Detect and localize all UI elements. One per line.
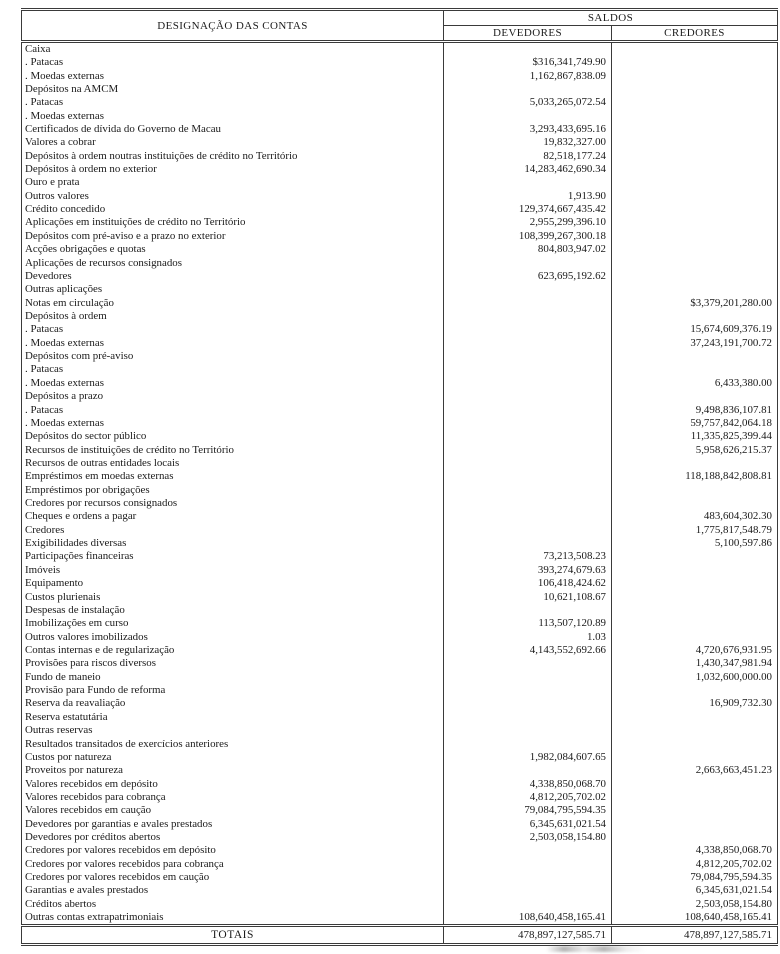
devedores-value	[444, 764, 612, 777]
devedores-value	[444, 898, 612, 911]
totals-credores-value: 478,897,127,585.71	[612, 926, 778, 945]
account-row	[22, 898, 778, 911]
account-label: Exigibilidades diversas	[25, 537, 127, 550]
credores-value: 6,345,631,021.54	[612, 884, 778, 897]
account-row	[22, 644, 778, 657]
account-label: Valores a cobrar	[25, 136, 96, 149]
account-label: Depósitos com pré-aviso	[25, 350, 134, 363]
account-row	[22, 403, 778, 416]
credores-value: $3,379,201,280.00	[612, 296, 778, 309]
account-label: Equipamento	[25, 577, 84, 590]
account-row	[22, 831, 778, 844]
account-row	[22, 417, 778, 430]
account-row	[22, 163, 778, 176]
credores-value	[612, 724, 778, 737]
credores-value: 4,812,205,702.02	[612, 858, 778, 871]
account-label: . Moedas externas	[25, 376, 104, 389]
devedores-value: 2,955,299,396.10	[444, 216, 612, 229]
credores-value: 59,757,842,064.18	[612, 417, 778, 430]
account-label: . Moedas externas	[25, 69, 104, 82]
account-label: Outros valores imobilizados	[25, 630, 148, 643]
account-label: Contas internas e de regularização	[25, 643, 175, 656]
account-label: Depósitos à ordem noutras instituições de crédito no Território	[25, 149, 298, 162]
account-row	[22, 363, 778, 376]
credores-value	[612, 711, 778, 724]
credores-value	[612, 56, 778, 69]
devedores-value	[444, 697, 612, 710]
account-label: Devedores	[25, 269, 72, 282]
account-label: Garantias e avales prestados	[25, 884, 149, 897]
devedores-value: 1,162,867,838.09	[444, 69, 612, 82]
devedores-value	[444, 884, 612, 897]
account-label: Depósitos a prazo	[25, 390, 104, 403]
credores-value	[612, 817, 778, 830]
devedores-value: 106,418,424.62	[444, 577, 612, 590]
credores-value: 37,243,191,700.72	[612, 337, 778, 350]
account-row	[22, 176, 778, 189]
account-label: Créditos abertos	[25, 897, 97, 910]
credores-value	[612, 216, 778, 229]
credores-value: 79,084,795,594.35	[612, 871, 778, 884]
devedores-value	[444, 337, 612, 350]
account-row	[22, 337, 778, 350]
account-row	[22, 109, 778, 122]
devedores-value: 4,812,205,702.02	[444, 791, 612, 804]
account-row	[22, 590, 778, 603]
credores-value: 16,909,732.30	[612, 697, 778, 710]
account-row	[22, 524, 778, 537]
column-header-designacao: DESIGNAÇÃO DAS CONTAS	[22, 10, 444, 42]
account-label: Outras aplicações	[25, 283, 103, 296]
devedores-value	[444, 109, 612, 122]
devedores-value	[444, 363, 612, 376]
account-row	[22, 230, 778, 243]
credores-value	[612, 203, 778, 216]
account-row	[22, 737, 778, 750]
devedores-value	[444, 858, 612, 871]
account-row	[22, 684, 778, 697]
account-label: Outras contas extrapatrimoniais	[25, 911, 164, 923]
account-row	[22, 203, 778, 216]
credores-value	[612, 363, 778, 376]
account-label: . Moedas externas	[25, 416, 104, 429]
totals-row	[22, 926, 778, 945]
account-row	[22, 190, 778, 203]
devedores-value	[444, 176, 612, 189]
credores-value: 118,188,842,808.81	[612, 470, 778, 483]
account-row	[22, 123, 778, 136]
account-row	[22, 96, 778, 109]
account-row	[22, 150, 778, 163]
devedores-value	[444, 510, 612, 523]
devedores-value: 1,982,084,607.65	[444, 751, 612, 764]
account-row	[22, 697, 778, 710]
devedores-value	[444, 83, 612, 96]
devedores-value: 10,621,108.67	[444, 590, 612, 603]
credores-value	[612, 684, 778, 697]
account-row	[22, 470, 778, 483]
account-label: Outras reservas	[25, 724, 93, 737]
credores-value	[612, 737, 778, 750]
account-label: Recursos de outras entidades locais	[25, 456, 180, 469]
account-label: Ouro e prata	[25, 176, 80, 189]
credores-value	[612, 190, 778, 203]
account-row	[22, 390, 778, 403]
account-label: Valores recebidos para cobrança	[25, 790, 166, 803]
account-label: Credores por recursos consignados	[25, 497, 178, 510]
devedores-value: 1,913.90	[444, 190, 612, 203]
account-row	[22, 256, 778, 269]
account-row	[22, 243, 778, 256]
devedores-value: 6,345,631,021.54	[444, 817, 612, 830]
devedores-value: 108,640,458,165.41	[444, 911, 612, 926]
account-row	[22, 270, 778, 283]
devedores-value	[444, 350, 612, 363]
column-header-devedores: DEVEDORES	[444, 26, 612, 42]
table-header	[22, 10, 778, 42]
devedores-value: 1.03	[444, 630, 612, 643]
account-row	[22, 510, 778, 523]
account-row	[22, 617, 778, 630]
credores-value: 5,100,597.86	[612, 537, 778, 550]
devedores-value: 804,803,947.02	[444, 243, 612, 256]
devedores-value: 79,084,795,594.35	[444, 804, 612, 817]
scan-smudge-artifact	[546, 946, 646, 952]
account-label: Provisão para Fundo de reforma	[25, 684, 166, 697]
account-row	[22, 430, 778, 443]
devedores-value	[444, 296, 612, 309]
account-label: Valores recebidos em depósito	[25, 777, 158, 790]
credores-value	[612, 577, 778, 590]
credores-value	[612, 150, 778, 163]
credores-value: 15,674,609,376.19	[612, 323, 778, 336]
devedores-value	[444, 310, 612, 323]
balance-table	[21, 8, 778, 946]
devedores-value	[444, 737, 612, 750]
account-row	[22, 564, 778, 577]
devedores-value: 14,283,462,690.34	[444, 163, 612, 176]
credores-value	[612, 230, 778, 243]
credores-value	[612, 484, 778, 497]
account-label: Acções obrigações e quotas	[25, 243, 146, 256]
credores-value	[612, 136, 778, 149]
credores-value	[612, 69, 778, 82]
credores-value	[612, 617, 778, 630]
credores-value	[612, 390, 778, 403]
account-row	[22, 764, 778, 777]
account-row	[22, 310, 778, 323]
account-row	[22, 777, 778, 790]
account-row	[22, 497, 778, 510]
account-row	[22, 296, 778, 309]
account-label: Devedores por créditos abertos	[25, 831, 161, 844]
credores-value: 108,640,458,165.41	[612, 911, 778, 926]
devedores-value	[444, 724, 612, 737]
account-label: . Moedas externas	[25, 109, 104, 122]
credores-value: 5,958,626,215.37	[612, 443, 778, 456]
account-row	[22, 283, 778, 296]
account-label: Recursos de instituições de crédito no Território	[25, 443, 234, 456]
devedores-value	[444, 457, 612, 470]
account-label: Proveitos por natureza	[25, 764, 123, 777]
devedores-value: 19,832,327.00	[444, 136, 612, 149]
account-row	[22, 791, 778, 804]
account-label: . Patacas	[25, 323, 64, 336]
account-label: Resultados transitados de exercícios anteriores	[25, 737, 229, 750]
column-header-saldos: SALDOS	[444, 10, 778, 26]
account-label: Fundo de maneio	[25, 670, 101, 683]
credores-value	[612, 243, 778, 256]
credores-value: 11,335,825,399.44	[612, 430, 778, 443]
devedores-value: $316,341,749.90	[444, 56, 612, 69]
credores-value	[612, 176, 778, 189]
account-row	[22, 377, 778, 390]
devedores-value: 5,033,265,072.54	[444, 96, 612, 109]
credores-value	[612, 310, 778, 323]
account-row	[22, 817, 778, 830]
account-label: Participações financeiras	[25, 550, 134, 563]
devedores-value	[444, 537, 612, 550]
credores-value: 2,503,058,154.80	[612, 898, 778, 911]
credores-value: 1,775,817,548.79	[612, 524, 778, 537]
account-row	[22, 42, 778, 57]
account-label: Depósitos na AMCM	[25, 82, 119, 95]
account-row	[22, 56, 778, 69]
credores-value: 1,032,600,000.00	[612, 671, 778, 684]
credores-value	[612, 109, 778, 122]
account-label: Caixa	[25, 43, 51, 55]
credores-value	[612, 804, 778, 817]
credores-value	[612, 83, 778, 96]
account-row	[22, 69, 778, 82]
account-label: Depósitos do sector público	[25, 430, 147, 443]
devedores-value	[444, 377, 612, 390]
account-row	[22, 671, 778, 684]
account-row	[22, 858, 778, 871]
devedores-value	[444, 443, 612, 456]
devedores-value	[444, 497, 612, 510]
devedores-value	[444, 470, 612, 483]
devedores-value: 3,293,433,695.16	[444, 123, 612, 136]
credores-value	[612, 270, 778, 283]
credores-value	[612, 564, 778, 577]
devedores-value	[444, 871, 612, 884]
credores-value	[612, 163, 778, 176]
account-label: Credores por valores recebidos para cobrança	[25, 857, 224, 870]
credores-value: 4,720,676,931.95	[612, 644, 778, 657]
account-label: Empréstimos em moedas externas	[25, 470, 174, 483]
devedores-value	[444, 417, 612, 430]
account-label: Outros valores	[25, 189, 89, 202]
account-row	[22, 577, 778, 590]
account-row	[22, 537, 778, 550]
account-row	[22, 844, 778, 857]
devedores-value	[444, 604, 612, 617]
account-label: Reserva da reavaliação	[25, 697, 126, 710]
devedores-value	[444, 390, 612, 403]
credores-value	[612, 497, 778, 510]
account-row	[22, 911, 778, 926]
account-label: Custos por natureza	[25, 750, 112, 763]
devedores-value	[444, 657, 612, 670]
totals-label: TOTAIS	[22, 926, 444, 945]
credores-value	[612, 123, 778, 136]
totals-devedores-value: 478,897,127,585.71	[444, 926, 612, 945]
account-label: Devedores por garantias e avales prestados	[25, 817, 213, 830]
account-label: Depósitos à ordem	[25, 310, 107, 322]
devedores-value	[444, 42, 612, 57]
account-label: Despesas de instalação	[25, 603, 125, 616]
account-row	[22, 884, 778, 897]
devedores-value: 393,274,679.63	[444, 564, 612, 577]
account-label: Certificados de dívida do Governo de Macau	[25, 122, 221, 135]
account-row	[22, 484, 778, 497]
credores-value	[612, 550, 778, 563]
account-row	[22, 630, 778, 643]
header-row-top	[22, 10, 778, 26]
account-row	[22, 323, 778, 336]
credores-value	[612, 283, 778, 296]
devedores-value	[444, 430, 612, 443]
credores-value	[612, 831, 778, 844]
credores-value: 483,604,302.30	[612, 510, 778, 523]
account-label: Credores por valores recebidos em depósito	[25, 844, 216, 857]
account-label: Notas em circulação	[25, 296, 114, 309]
account-row	[22, 457, 778, 470]
account-label: Aplicações em instituições de crédito no Território	[25, 216, 246, 229]
account-label: Crédito concedido	[25, 203, 106, 216]
credores-value: 1,430,347,981.94	[612, 657, 778, 670]
account-label: Valores recebidos em caução	[25, 804, 152, 817]
devedores-value: 82,518,177.24	[444, 150, 612, 163]
account-label: Depósitos com pré-aviso e a prazo no exterior	[25, 229, 226, 242]
devedores-value: 108,399,267,300.18	[444, 230, 612, 243]
credores-value	[612, 777, 778, 790]
account-row	[22, 804, 778, 817]
credores-value: 4,338,850,068.70	[612, 844, 778, 857]
account-label: Cheques e ordens a pagar	[25, 510, 137, 523]
account-row	[22, 871, 778, 884]
account-row	[22, 751, 778, 764]
account-label: Empréstimos por obrigações	[25, 483, 150, 496]
credores-value	[612, 604, 778, 617]
devedores-value: 623,695,192.62	[444, 270, 612, 283]
account-row	[22, 711, 778, 724]
devedores-value	[444, 711, 612, 724]
account-row	[22, 216, 778, 229]
account-label: Provisões para riscos diversos	[25, 657, 156, 670]
account-label: . Patacas	[25, 403, 64, 416]
account-row	[22, 657, 778, 670]
account-label: Imóveis	[25, 563, 61, 576]
devedores-value	[444, 323, 612, 336]
account-label: Reserva estatutária	[25, 710, 108, 723]
credores-value	[612, 42, 778, 57]
column-header-credores: CREDORES	[612, 26, 778, 42]
credores-value: 9,498,836,107.81	[612, 403, 778, 416]
account-label: Credores por valores recebidos em caução	[25, 871, 210, 884]
account-row	[22, 136, 778, 149]
devedores-value	[444, 283, 612, 296]
credores-value	[612, 630, 778, 643]
credores-value	[612, 350, 778, 363]
devedores-value	[444, 844, 612, 857]
account-label: . Moedas externas	[25, 336, 104, 349]
devedores-value	[444, 671, 612, 684]
account-label: . Patacas	[25, 96, 64, 109]
account-label: Aplicações de recursos consignados	[25, 256, 182, 269]
devedores-value	[444, 524, 612, 537]
devedores-value: 129,374,667,435.42	[444, 203, 612, 216]
devedores-value: 73,213,508.23	[444, 550, 612, 563]
account-label: Custos plurienais	[25, 590, 101, 603]
account-label: Depósitos à ordem no exterior	[25, 163, 157, 176]
credores-value	[612, 590, 778, 603]
account-row	[22, 604, 778, 617]
devedores-value: 113,507,120.89	[444, 617, 612, 630]
devedores-value	[444, 484, 612, 497]
account-row	[22, 83, 778, 96]
devedores-value: 2,503,058,154.80	[444, 831, 612, 844]
credores-value: 6,433,380.00	[612, 377, 778, 390]
credores-value	[612, 751, 778, 764]
account-label: Credores	[25, 523, 65, 536]
devedores-value: 4,338,850,068.70	[444, 777, 612, 790]
account-label: . Patacas	[25, 56, 64, 69]
credores-value	[612, 96, 778, 109]
account-row	[22, 550, 778, 563]
devedores-value: 4,143,552,692.66	[444, 644, 612, 657]
table-footer	[22, 926, 778, 945]
account-row	[22, 724, 778, 737]
credores-value	[612, 791, 778, 804]
credores-value	[612, 457, 778, 470]
devedores-value	[444, 256, 612, 269]
account-row	[22, 443, 778, 456]
credores-value	[612, 256, 778, 269]
devedores-value	[444, 684, 612, 697]
credores-value: 2,663,663,451.23	[612, 764, 778, 777]
table-body	[22, 42, 778, 926]
account-label: Imobilizações em curso	[25, 617, 129, 630]
devedores-value	[444, 403, 612, 416]
account-row	[22, 350, 778, 363]
account-label: . Patacas	[25, 363, 64, 376]
